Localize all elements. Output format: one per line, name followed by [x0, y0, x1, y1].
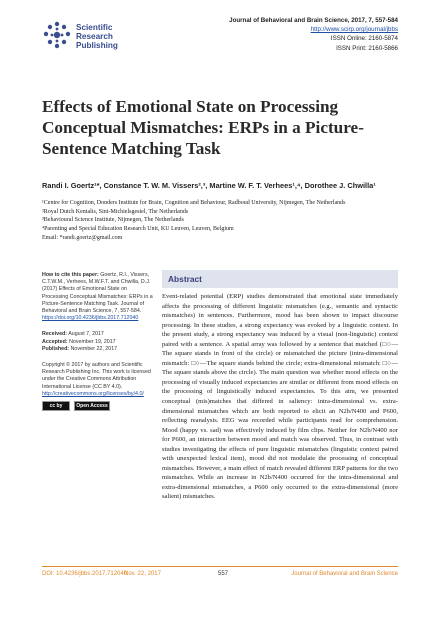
- accepted-date: November 19, 2017: [69, 338, 116, 345]
- journal-citation: Journal of Behavioral and Brain Science, 2017, 7, 557-584: [229, 17, 398, 24]
- accepted-label: Accepted:: [42, 338, 68, 345]
- citation-block: [42, 272, 154, 322]
- license-badges: [42, 401, 154, 411]
- footer-divider: [42, 566, 398, 567]
- received-date: August 7, 2017: [68, 331, 104, 338]
- paper-affiliations: [42, 199, 422, 243]
- publisher-name-line1: Scientific: [76, 23, 113, 32]
- article-sidebar: [42, 272, 154, 411]
- license-link[interactable]: http://creativecommons.org/licenses/by/4.0/: [42, 390, 144, 397]
- issn-print: ISSN Print: 2160-5866: [336, 44, 398, 52]
- abstract-heading: Abstract: [162, 270, 398, 288]
- open-access-badge[interactable]: Open Access: [74, 401, 110, 411]
- publisher-logo: [42, 14, 162, 62]
- footer-doi[interactable]: DOI: 10.4236/jbbs.2017.712040: [42, 571, 128, 577]
- publisher-name-line3: Publishing: [76, 41, 118, 50]
- publisher-name: [76, 23, 118, 50]
- paper-authors: Randi I. Goertz¹*, Constance T. W. M. Vissers²,³, Martine W. F. T. Verhees¹,⁴, Dorothee J. Chwilla¹: [42, 181, 376, 190]
- affiliation-4: ⁴Parenting and Special Education Research Unit, KU Leuven, Leuven, Belgium: [42, 226, 234, 233]
- cc-by-badge-icon[interactable]: cc by: [42, 401, 70, 411]
- journal-info: [229, 16, 398, 53]
- affiliation-3: ³Behavioural Science Institute, Nijmegen, The Netherlands: [42, 217, 184, 224]
- published-date: November 22, 2017: [70, 345, 118, 352]
- cite-text: Goertz, R.I., Vissers, C.T.W.M., Verhees, M.W.F.T. and Chwilla, D.J. (2017) Effects of Emotional State on Processing Conceptual Mismatches: ERPs in a Picture-Sentence Matching Task. Journal of Behavioral and Brain Science, 7, 557-584.: [42, 272, 153, 315]
- journal-url-link[interactable]: http://www.scirp.org/journal/jbbs: [310, 26, 398, 34]
- copyright-block: [42, 362, 154, 398]
- issn-online: ISSN Online: 2160-5874: [330, 35, 398, 43]
- received-label: Received:: [42, 331, 68, 338]
- affiliation-2: ²Royal Dutch Kentalis, Sint-Michielsgestel, The Netherlands: [42, 208, 189, 215]
- footer-page-number: 557: [218, 571, 229, 577]
- affiliation-1: ¹Centre for Cognition, Donders Institute for Brain, Cognition and Behaviour, Radboud University, Nijmegen, The Netherlands: [42, 200, 346, 206]
- publisher-logo-icon: [42, 20, 72, 50]
- copyright-text: Copyright © 2017 by authors and Scientific Research Publishing Inc. This work is licensed under the Creative Commons Attribution International License (CC BY 4.0).: [42, 362, 151, 390]
- paper-title: Effects of Emotional State on Processing Conceptual Mismatches: ERPs in a Picture-Sentence Matching Task: [42, 97, 364, 158]
- article-dates: [42, 331, 154, 353]
- abstract-text: Event-related potential (ERP) studies demonstrated that emotional state immediately affects the processing of different linguistic mismatches (e.g., semantic and syntactic mismatches) in sentences. Furthermore, mood has been shown to impact discourse processing. In these studies, a strong expectancy was evoked by a linguistic context. In the present study, a strong expectancy was induced by a visual (non-linguistic) context paired with a sentence. A spatial array was followed by a sentence that matched (□○—The square stands in front of the circle) or mismatched the picture (intra-dimensional mismatch: □○—The square stands behind the circle; extra-dimensional mismatch: □○—The square stands above the circle). The main question was whether mood effects on the processing of visually induced expectancies are similar or different from mood effects on the processing of linguistically induced expectancies. To this aim, we presented conceptual (mis)matches that differed in saliency: intra-dimensional vs. extra-dimensional mismatches which are both reported to elicit an N2b/N400 and P600, reflecting reanalysis. EEG was recorded while participants read for comprehension. Mood (happy vs. sad) was effectively induced by film clips. Neither for N2b/N400 nor for P600, an interaction between mood and match was observed. Thus, in contrast with studies investigating the effects of pure linguistic mismatches (linguistic context paired with unexpected lexical item), mood did not modulate the processing of conceptual mismatches. However, a main effect of match revealed different ERP patterns for the two mismatches. While an increase in N2b/N400 occurred for the intra-dimensional and extra-dimensional mismatches, a P600 only occurred to the extra-dimensional (more salient) mismatches.: [162, 293, 398, 501]
- published-label: Published:: [42, 345, 70, 352]
- publisher-name-line2: Research: [76, 32, 113, 41]
- author-email: Email: *randi.goertz@gmail.com: [42, 234, 123, 241]
- cite-label: How to cite this paper:: [42, 272, 99, 278]
- footer-date: Nov. 22, 2017: [124, 571, 161, 577]
- footer-journal-name: Journal of Behavioral and Brain Science: [291, 571, 398, 577]
- cite-doi-link[interactable]: https://doi.org/10.4236/jbbs.2017.712040: [42, 315, 139, 322]
